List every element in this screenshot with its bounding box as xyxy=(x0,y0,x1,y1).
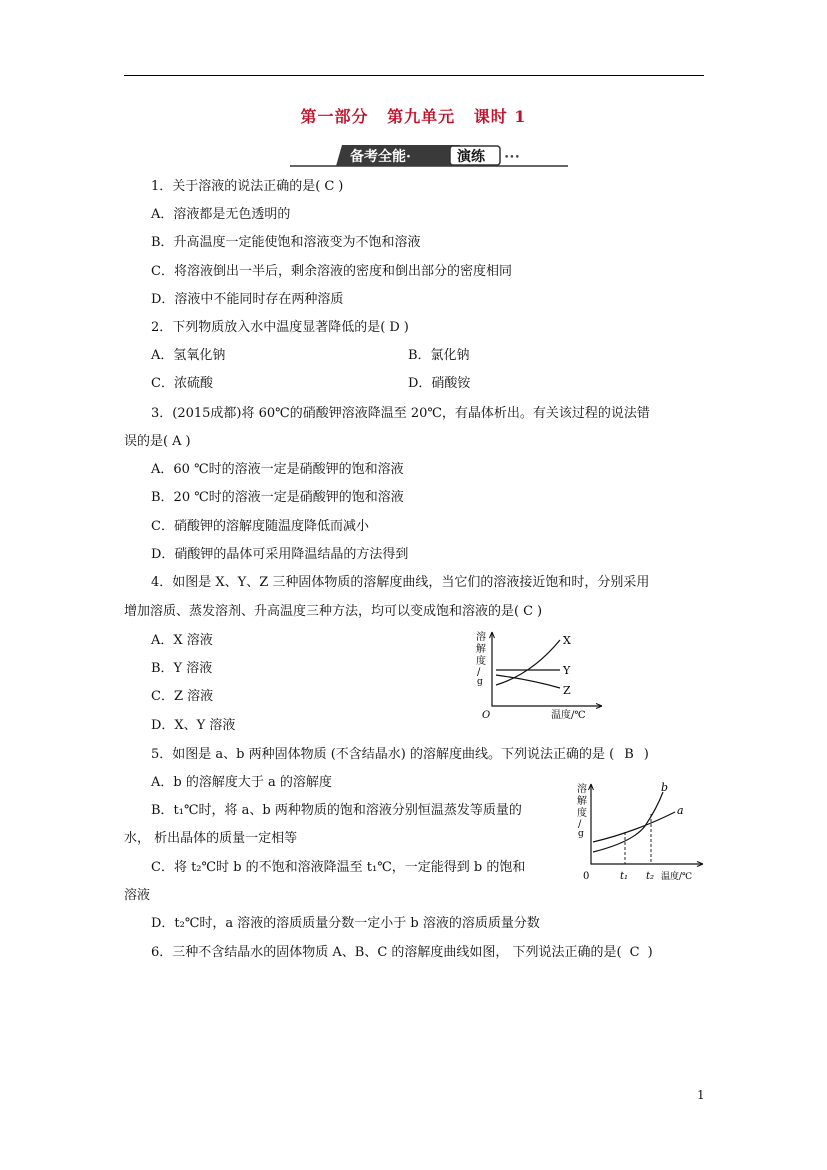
q5-option-a: A．b 的溶解度大于 a 的溶解度 xyxy=(151,775,332,790)
q5-option-b-line1: B．t₁℃时，将 a、b 两种物质的饱和溶液分别恒温蒸发等质量的 xyxy=(151,803,522,818)
q5-origin: 0 xyxy=(583,871,590,882)
q5-ylabel-1: 溶 xyxy=(577,784,587,795)
q4-option-d: D．X、Y 溶液 xyxy=(151,718,236,733)
page-title xyxy=(0,104,827,127)
q3-stem-line2: 误的是( A ) xyxy=(124,434,191,449)
q4-option-a: A．X 溶液 xyxy=(151,633,213,648)
q4-solubility-graph xyxy=(470,628,610,722)
q5-tick-t1: t₁ xyxy=(620,871,629,882)
q3-answer: A xyxy=(172,434,182,449)
title-lesson: 课时 1 xyxy=(473,107,527,126)
q4-answer: C xyxy=(523,604,534,619)
q1-answer: C xyxy=(324,179,335,194)
q4-ylabel-2: 解 xyxy=(476,644,486,655)
q5-xlabel: 温度/℃ xyxy=(661,872,693,882)
q4-label-z: Z xyxy=(563,684,571,697)
q4-option-c: C．Z 溶液 xyxy=(151,689,214,704)
q4-label-y: Y xyxy=(563,664,571,677)
q1-option-b: B．升高温度一定能使饱和溶液变为不饱和溶液 xyxy=(151,235,421,250)
q1-option-a: A．溶液都是无色透明的 xyxy=(151,207,291,222)
q1-option-d: D．溶液中不能同时存在两种溶质 xyxy=(151,292,344,307)
q4-ylabel-4: / xyxy=(477,667,481,678)
title-part: 第一部分 xyxy=(300,107,369,126)
q3-option-b: B．20 ℃时的溶液一定是硝酸钾的饱和溶液 xyxy=(151,490,404,505)
q5-curve-a xyxy=(593,812,675,842)
q5-ylabel-2: 解 xyxy=(577,796,587,807)
q4-origin: O xyxy=(482,710,491,721)
q4-ylabel-1: 溶 xyxy=(476,632,486,643)
q4-ylabel-5: g xyxy=(477,677,483,687)
q2-option-d: D．硝酸铵 xyxy=(408,376,471,391)
q5-tick-t2: t₂ xyxy=(646,871,655,882)
q1-option-c: C．将溶液倒出一半后，剩余溶液的密度和倒出部分的密度相同 xyxy=(151,264,512,279)
section-banner xyxy=(290,144,568,168)
q5-option-d: D．t₂℃时，a 溶液的溶质质量分数一定小于 b 溶液的溶质质量分数 xyxy=(151,916,540,931)
q5-option-c-line1: C．将 t₂℃时 b 的不饱和溶液降温至 t₁℃，一定能得到 b 的饱和 xyxy=(151,860,526,875)
q5-ylabel-4: / xyxy=(578,819,582,830)
q5-stem: 5．如图是 a、b 两种固体物质 (不含结晶水) 的溶解度曲线。下列说法正确的是 ( B ) xyxy=(151,747,649,762)
header-rule xyxy=(124,75,704,76)
q2-option-c: C．浓硫酸 xyxy=(151,376,213,391)
banner-text: 备考全能· xyxy=(350,149,411,165)
q5-ylabel-3: 度 xyxy=(577,808,587,819)
q1-stem: 1．关于溶液的说法正确的是( C ) xyxy=(151,179,344,194)
q4-label-x: X xyxy=(563,634,571,647)
page-number: 1 xyxy=(697,1088,705,1102)
banner-dots: ••• xyxy=(504,153,520,163)
q5-option-c-line2: 溶液 xyxy=(124,888,151,903)
q5-label-a: a xyxy=(677,804,684,817)
q4-xlabel: 温度/℃ xyxy=(551,710,586,721)
q5-answer: B xyxy=(624,747,634,762)
q2-option-b: B．氯化钠 xyxy=(408,348,470,363)
q3-option-a: A．60 ℃时的溶液一定是硝酸钾的饱和溶液 xyxy=(151,462,404,477)
q4-curve-x xyxy=(496,640,560,685)
q2-answer: D xyxy=(389,320,400,335)
q3-stem-line1: 3．(2015成都)将 60℃的硝酸钾溶液降温至 20℃，有晶体析出。有关该过程的说法错 xyxy=(151,406,650,421)
q2-stem: 2．下列物质放入水中温度显著降低的是( D ) xyxy=(151,320,409,335)
q3-option-c: C．硝酸钾的溶解度随温度降低而减小 xyxy=(151,519,369,534)
q5-option-b-line2: 水， 析出晶体的质量一定相等 xyxy=(124,831,298,846)
q4-stem-line1: 4．如图是 X、Y、Z 三种固体物质的溶解度曲线，当它们的溶液接近饱和时，分别采用 xyxy=(151,575,650,590)
q2-option-a: A．氢氧化钠 xyxy=(151,348,226,363)
q5-solubility-graph xyxy=(575,780,707,890)
q6-answer: C xyxy=(629,945,640,960)
q4-option-b: B．Y 溶液 xyxy=(151,661,213,676)
q6-stem: 6．三种不含结晶水的固体物质 A、B、C 的溶解度曲线如图， 下列说法正确的是( C ) xyxy=(151,945,653,960)
q4-ylabel-3: 度 xyxy=(476,656,486,667)
q4-stem-line2: 增加溶质、蒸发溶剂、升高温度三种方法，均可以变成饱和溶液的是( C ) xyxy=(124,604,543,619)
q5-ylabel-5: g xyxy=(578,829,584,839)
q3-option-d: D．硝酸钾的晶体可采用降温结晶的方法得到 xyxy=(151,547,409,562)
banner-box-text: 演练 xyxy=(457,149,485,165)
title-unit: 第九单元 xyxy=(387,107,456,126)
q5-label-b: b xyxy=(661,781,669,794)
